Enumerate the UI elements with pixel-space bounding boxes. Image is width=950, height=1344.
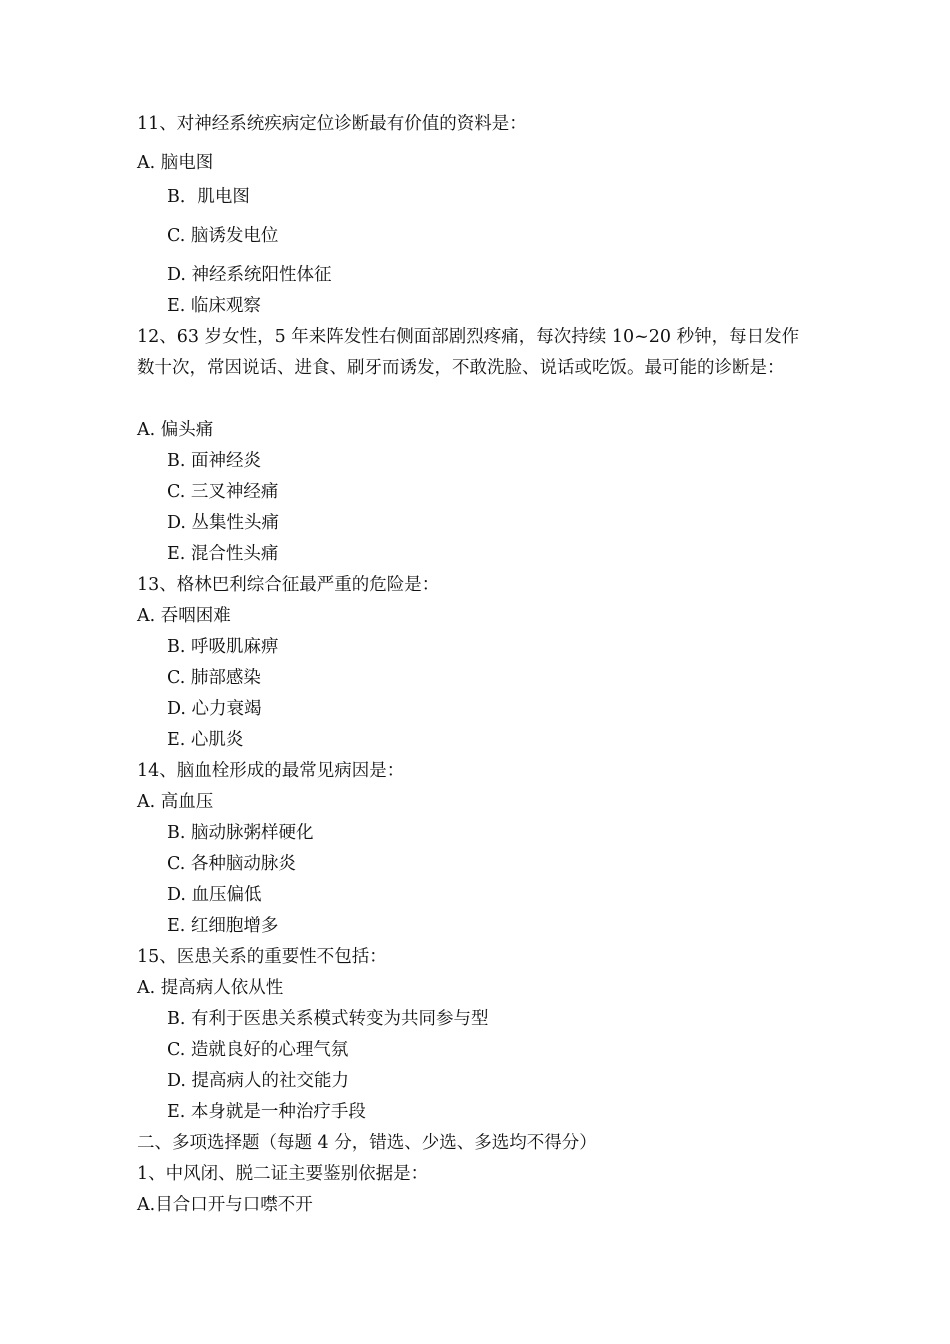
question-13-option-e: E. 心肌炎 <box>167 730 244 750</box>
multi-question-1-stem: 1、中风闭、脱二证主要鉴别依据是： <box>137 1164 429 1184</box>
question-15-option-a: A. 提高病人依从性 <box>137 978 284 998</box>
question-12-option-a: A. 偏头痛 <box>137 420 214 440</box>
question-13-option-b: B. 呼吸肌麻痹 <box>167 637 279 657</box>
question-13-option-a: A. 吞咽困难 <box>137 606 231 626</box>
question-15-option-e: E. 本身就是一种治疗手段 <box>167 1102 366 1122</box>
question-15-option-b: B. 有利于医患关系模式转变为共同参与型 <box>167 1009 489 1029</box>
question-11-option-a: A. 脑电图 <box>137 153 214 173</box>
question-11-option-b: B．肌电图 <box>167 187 250 207</box>
question-15-option-c: C. 造就良好的心理气氛 <box>167 1040 349 1060</box>
question-12-stem: 12、63 岁女性，5 年来阵发性右侧面部剧烈疼痛，每次持续 10~20 秒钟，每日发作数十次，常因说话、进食、刷牙而诱发，不敢洗脸、说话或吃饭。最可能的诊断是： <box>137 327 800 378</box>
question-12-option-e: E. 混合性头痛 <box>167 544 279 564</box>
question-11-stem: 11、对神经系统疾病定位诊断最有价值的资料是： <box>137 114 527 134</box>
question-11-option-e: E. 临床观察 <box>167 296 261 316</box>
multi-question-1-option-a: A.目合口开与口噤不开 <box>137 1195 313 1215</box>
question-13-option-c: C. 肺部感染 <box>167 668 261 688</box>
question-14-stem: 14、脑血栓形成的最常见病因是： <box>137 761 405 781</box>
question-13-stem: 13、格林巴利综合征最严重的危险是： <box>137 575 440 595</box>
question-13-option-d: D. 心力衰竭 <box>167 699 262 719</box>
question-14-option-a: A. 高血压 <box>137 792 214 812</box>
question-12-option-c: C. 三叉神经痛 <box>167 482 279 502</box>
question-14-option-c: C. 各种脑动脉炎 <box>167 854 296 874</box>
question-15-option-d: D. 提高病人的社交能力 <box>167 1071 350 1091</box>
question-12-option-b: B. 面神经炎 <box>167 451 261 471</box>
question-14-option-e: E. 红细胞增多 <box>167 916 279 936</box>
question-15-stem: 15、医患关系的重要性不包括： <box>137 947 387 967</box>
question-14-option-d: D. 血压偏低 <box>167 885 262 905</box>
question-11-option-d: D. 神经系统阳性体征 <box>167 265 332 285</box>
question-12-option-d: D. 丛集性头痛 <box>167 513 280 533</box>
section-2-heading: 二、多项选择题（每题 4 分，错选、少选、多选均不得分） <box>137 1133 597 1153</box>
question-14-option-b: B. 脑动脉粥样硬化 <box>167 823 314 843</box>
question-11-option-c: C. 脑诱发电位 <box>167 226 279 246</box>
